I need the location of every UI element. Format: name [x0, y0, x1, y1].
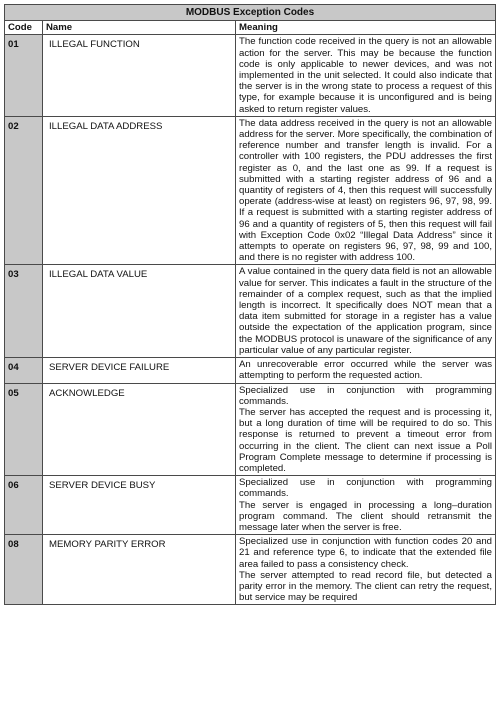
row-name: ACKNOWLEDGE	[43, 383, 236, 476]
meaning-paragraph: A value contained in the query data field is not an allowable value for server. This indicates a fault in the structure of the remainder of a complex request, such as that the implied length is incorrect. It specifically does NOT mean that a data item submitted for storage in a register has a value outside the expectation of the application program, since the MODBUS protocol is unaware of the significance of any particular value of any particular register.	[239, 266, 492, 356]
row-code: 08	[5, 535, 43, 605]
row-code: 02	[5, 116, 43, 265]
meaning-paragraph: The data address received in the query is not an allowable address for the server. More specifically, the combination of reference number and transfer length is invalid. For a controller with 100 registers, the PDU addresses the first register as 0, and the last one as 99. If a request is submitted with a starting register address of 96 and a quantity of registers of 4, then this request will successfully operate (address-wise at least) on registers 96, 97, 98, 99. If a request is submitted with a starting register address of 96 and a quantity of registers of 5, then this request will fail with Exception Code 0x02 “Illegal Data Address” since it attempts to operate on registers 96, 97, 98, 99 and 100, and there is no register with address 100.	[239, 117, 492, 264]
row-meaning	[236, 535, 496, 605]
row-meaning	[236, 358, 496, 383]
meaning-paragraph: Specialized use in conjunction with function codes 20 and 21 and reference type 6, to indicate that the extended file area failed to pass a consistency check.	[239, 536, 492, 570]
row-code: 04	[5, 358, 43, 383]
header-code: Code	[5, 21, 43, 35]
row-name: SERVER DEVICE FAILURE	[43, 358, 236, 383]
table-row	[5, 358, 496, 383]
row-name: ILLEGAL FUNCTION	[43, 35, 236, 116]
meaning-paragraph: The server attempted to read record file, but detected a parity error in the memory. The client can retry the request, but service may be required	[239, 569, 492, 604]
row-name: SERVER DEVICE BUSY	[43, 476, 236, 535]
row-meaning	[236, 116, 496, 265]
row-code: 06	[5, 476, 43, 535]
row-code: 03	[5, 265, 43, 358]
table-row	[5, 35, 496, 116]
header-meaning: Meaning	[236, 21, 496, 35]
table-row	[5, 535, 496, 605]
meaning-paragraph: Specialized use in conjunction with programming commands.	[239, 384, 492, 407]
row-code: 05	[5, 383, 43, 476]
row-meaning	[236, 265, 496, 358]
row-meaning	[236, 35, 496, 116]
table-row	[5, 265, 496, 358]
row-name: ILLEGAL DATA VALUE	[43, 265, 236, 358]
meaning-paragraph: The server has accepted the request and is processing it, but a long duration of time will be required to do so. This response is returned to prevent a timeout error from occurring in the client. The client can next issue a Poll Program Complete message to determine if processing is completed.	[239, 406, 492, 474]
meaning-paragraph: The server is engaged in processing a long–duration program command. The client should retransmit the message later when the server is free.	[239, 499, 492, 533]
row-meaning	[236, 383, 496, 476]
header-name: Name	[43, 21, 236, 35]
table-row	[5, 116, 496, 265]
table-title: MODBUS Exception Codes	[5, 5, 496, 21]
modbus-exception-codes-table	[4, 4, 496, 605]
meaning-paragraph: Specialized use in conjunction with programming commands.	[239, 477, 492, 500]
row-name: MEMORY PARITY ERROR	[43, 535, 236, 605]
row-code: 01	[5, 35, 43, 116]
exception-codes-table-wrapper	[4, 4, 496, 605]
meaning-paragraph: The function code received in the query is not an allowable action for the server. This may be because the function code is only applicable to newer devices, and was not implemented in the unit selected. It could also indicate that the server is in the wrong state to process a request of this type, for example because it is unconfigured and is being asked to return register values.	[239, 36, 492, 115]
row-name: ILLEGAL DATA ADDRESS	[43, 116, 236, 265]
table-row	[5, 383, 496, 476]
row-meaning	[236, 476, 496, 535]
table-row	[5, 476, 496, 535]
meaning-paragraph: An unrecoverable error occurred while the server was attempting to perform the requested action.	[239, 359, 492, 382]
